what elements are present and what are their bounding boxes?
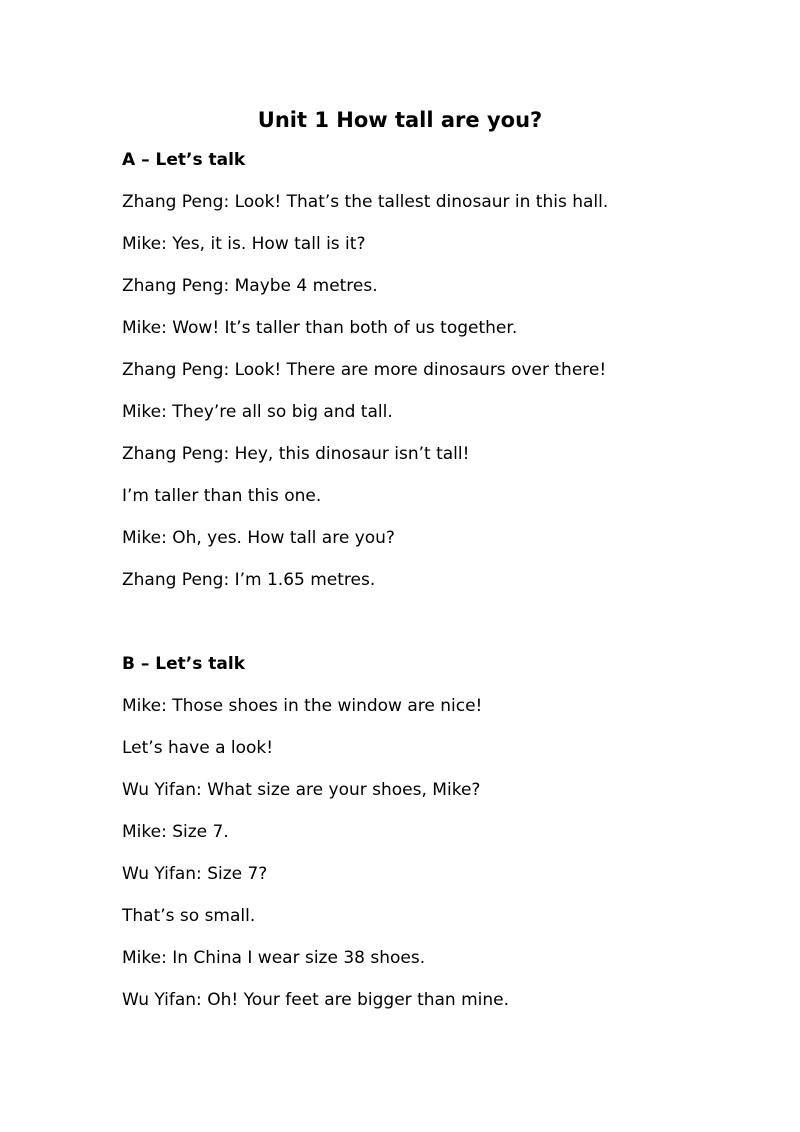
page-title: Unit 1 How tall are you?	[257, 108, 543, 132]
dialogue-line: Mike: They’re all so big and tall.	[122, 402, 393, 422]
dialogue-line: Wu Yifan: Size 7?	[122, 864, 268, 884]
dialogue-line: Wu Yifan: What size are your shoes, Mike?	[122, 780, 481, 800]
dialogue-line: Mike: Wow! It’s taller than both of us together.	[122, 318, 518, 338]
section-b	[122, 650, 742, 1028]
dialogue-line: I’m taller than this one.	[122, 486, 322, 506]
dialogue-line: Zhang Peng: Maybe 4 metres.	[122, 276, 378, 296]
section-b-heading: B – Let’s talk	[122, 654, 246, 674]
dialogue-line: Mike: Oh, yes. How tall are you?	[122, 528, 395, 548]
dialogue-line: Wu Yifan: Oh! Your feet are bigger than mine.	[122, 990, 510, 1010]
dialogue-line: That’s so small.	[122, 906, 256, 926]
dialogue-line: Mike: In China I wear size 38 shoes.	[122, 948, 426, 968]
section-a	[122, 146, 742, 608]
dialogue-line: Zhang Peng: Look! There are more dinosaurs over there!	[122, 360, 607, 380]
dialogue-line: Mike: Yes, it is. How tall is it?	[122, 234, 366, 254]
dialogue-line: Zhang Peng: I’m 1.65 metres.	[122, 570, 376, 590]
dialogue-line: Zhang Peng: Look! That’s the tallest dinosaur in this hall.	[122, 192, 609, 212]
dialogue-line: Mike: Size 7.	[122, 822, 229, 842]
dialogue-line: Mike: Those shoes in the window are nice!	[122, 696, 483, 716]
dialogue-line: Zhang Peng: Hey, this dinosaur isn’t tall!	[122, 444, 470, 464]
section-a-heading: A – Let’s talk	[122, 150, 246, 170]
dialogue-line: Let’s have a look!	[122, 738, 274, 758]
